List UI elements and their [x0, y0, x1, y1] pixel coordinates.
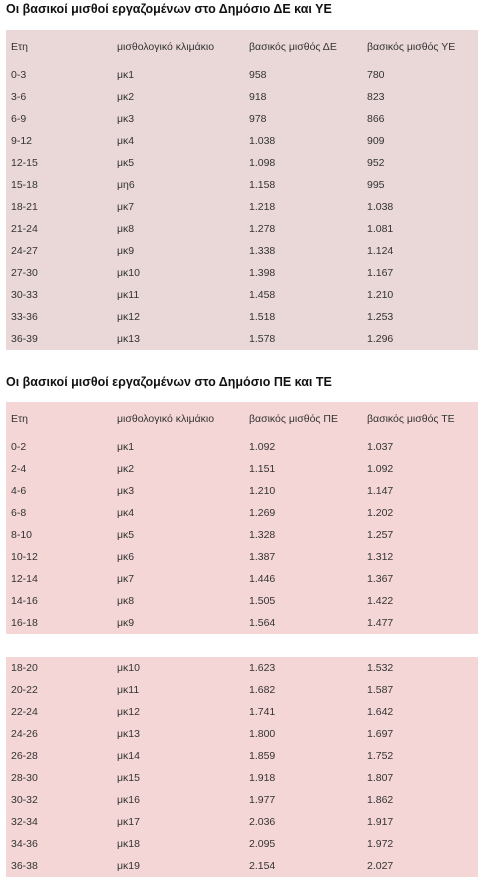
- section-de-ye-title: Οι βασικοί μισθοί εργαζομένων στο Δημόσιο ΔΕ και ΥΕ: [6, 2, 332, 16]
- cell-years: 32-34: [11, 816, 38, 828]
- table-row: [6, 767, 478, 789]
- cell-pay-grade: μκ15: [117, 772, 140, 784]
- cell-years: 28-30: [11, 772, 38, 784]
- cell-salary-b: 1.917: [367, 816, 394, 828]
- cell-years: 8-10: [11, 529, 33, 541]
- cell-pay-grade: μκ5: [117, 529, 135, 541]
- table-row: [6, 436, 478, 458]
- cell-salary-a: 1.623: [249, 662, 276, 674]
- table-row: [6, 502, 478, 524]
- table-row: [6, 679, 478, 701]
- cell-years: 4-6: [11, 485, 27, 497]
- cell-salary-b: 1.587: [367, 684, 394, 696]
- cell-salary-a: 1.505: [249, 595, 276, 607]
- cell-years: 20-22: [11, 684, 38, 696]
- cell-salary-b: 1.972: [367, 838, 394, 850]
- cell-salary-b: 952: [367, 157, 385, 169]
- header-salary-a: βασικός μισθός ΔΕ: [249, 41, 337, 53]
- cell-pay-grade: μκ2: [117, 463, 135, 475]
- cell-salary-b: 1.124: [367, 245, 394, 257]
- cell-years: 15-18: [11, 179, 38, 191]
- table-row: [6, 240, 478, 262]
- table-row: [6, 701, 478, 723]
- table-row: [6, 262, 478, 284]
- cell-pay-grade: μκ4: [117, 507, 135, 519]
- cell-salary-a: 1.859: [249, 750, 276, 762]
- cell-salary-a: 1.092: [249, 441, 276, 453]
- table-row: [6, 64, 478, 86]
- cell-years: 0-3: [11, 69, 27, 81]
- cell-salary-a: 1.578: [249, 333, 276, 345]
- cell-salary-a: 1.158: [249, 179, 276, 191]
- cell-salary-a: 1.269: [249, 507, 276, 519]
- salary-table-pe-te-continued: [6, 657, 478, 877]
- cell-years: 18-20: [11, 662, 38, 674]
- table-row: [6, 130, 478, 152]
- cell-pay-grade: μκ3: [117, 113, 135, 125]
- cell-years: 0-2: [11, 441, 27, 453]
- cell-salary-b: 1.167: [367, 267, 394, 279]
- cell-salary-a: 1.098: [249, 157, 276, 169]
- cell-pay-grade: μκ4: [117, 135, 135, 147]
- cell-pay-grade: μκ8: [117, 223, 135, 235]
- cell-salary-b: 1.037: [367, 441, 394, 453]
- table-row: [6, 811, 478, 833]
- cell-pay-grade: μκ11: [117, 289, 140, 301]
- cell-salary-a: 1.387: [249, 551, 276, 563]
- cell-years: 24-26: [11, 728, 38, 740]
- cell-salary-a: 1.038: [249, 135, 276, 147]
- table-row: [6, 524, 478, 546]
- cell-salary-b: 909: [367, 135, 385, 147]
- cell-salary-a: 1.518: [249, 311, 276, 323]
- cell-pay-grade: μκ13: [117, 333, 140, 345]
- cell-pay-grade: μκ3: [117, 485, 135, 497]
- header-pay-grade: μισθολογικό κλιμάκιο: [117, 41, 215, 53]
- cell-salary-b: 1.752: [367, 750, 394, 762]
- salary-table-de-ye: [6, 30, 478, 350]
- cell-salary-a: 2.036: [249, 816, 276, 828]
- cell-pay-grade: μκ17: [117, 816, 140, 828]
- table-row: [6, 306, 478, 328]
- cell-salary-b: 1.697: [367, 728, 394, 740]
- cell-salary-a: 1.918: [249, 772, 276, 784]
- cell-salary-a: 1.210: [249, 485, 276, 497]
- table-row: [6, 152, 478, 174]
- cell-years: 30-33: [11, 289, 38, 301]
- cell-years: 18-21: [11, 201, 38, 213]
- cell-salary-b: 866: [367, 113, 385, 125]
- table-row: [6, 480, 478, 502]
- salary-table-pe-te: [6, 402, 478, 634]
- table-header-row: [6, 402, 478, 436]
- cell-salary-a: 958: [249, 69, 267, 81]
- cell-salary-b: 1.367: [367, 573, 394, 585]
- cell-pay-grade: μκ6: [117, 551, 135, 563]
- cell-years: 36-39: [11, 333, 38, 345]
- cell-salary-b: 1.862: [367, 794, 394, 806]
- cell-salary-a: 2.154: [249, 860, 276, 872]
- header-years: Ετη: [11, 413, 28, 425]
- cell-pay-grade: μκ11: [117, 684, 140, 696]
- cell-salary-b: 1.257: [367, 529, 394, 541]
- cell-salary-b: 1.202: [367, 507, 394, 519]
- cell-years: 21-24: [11, 223, 38, 235]
- cell-pay-grade: μκ14: [117, 750, 140, 762]
- table-row: [6, 855, 478, 877]
- cell-salary-a: 1.458: [249, 289, 276, 301]
- cell-pay-grade: μκ16: [117, 794, 140, 806]
- cell-salary-a: 1.741: [249, 706, 276, 718]
- cell-salary-b: 1.296: [367, 333, 394, 345]
- header-salary-b: βασικός μισθός ΥΕ: [367, 41, 456, 53]
- cell-years: 26-28: [11, 750, 38, 762]
- cell-salary-a: 1.564: [249, 617, 276, 629]
- cell-salary-b: 1.210: [367, 289, 394, 301]
- cell-salary-a: 1.446: [249, 573, 276, 585]
- table-row: [6, 723, 478, 745]
- cell-salary-a: 1.218: [249, 201, 276, 213]
- cell-years: 2-4: [11, 463, 27, 475]
- cell-salary-b: 1.147: [367, 485, 394, 497]
- table-row: [6, 833, 478, 855]
- cell-salary-b: 1.477: [367, 617, 394, 629]
- header-salary-b: βασικός μισθός ΤΕ: [367, 413, 455, 425]
- table-row: [6, 745, 478, 767]
- cell-pay-grade: μκ1: [117, 69, 135, 81]
- cell-salary-a: 978: [249, 113, 267, 125]
- table-row: [6, 789, 478, 811]
- cell-years: 3-6: [11, 91, 27, 103]
- cell-years: 12-15: [11, 157, 38, 169]
- table-row: [6, 590, 478, 612]
- cell-salary-a: 1.338: [249, 245, 276, 257]
- cell-salary-b: 1.092: [367, 463, 394, 475]
- cell-pay-grade: μκ8: [117, 595, 135, 607]
- cell-pay-grade: μκ2: [117, 91, 135, 103]
- cell-years: 34-36: [11, 838, 38, 850]
- cell-pay-grade: μκ5: [117, 157, 135, 169]
- cell-salary-a: 1.278: [249, 223, 276, 235]
- cell-years: 6-8: [11, 507, 27, 519]
- table-row: [6, 568, 478, 590]
- table-row: [6, 218, 478, 240]
- cell-pay-grade: μκ13: [117, 728, 140, 740]
- cell-salary-b: 2.027: [367, 860, 394, 872]
- cell-pay-grade: μκ10: [117, 267, 140, 279]
- cell-salary-a: 1.328: [249, 529, 276, 541]
- cell-years: 33-36: [11, 311, 38, 323]
- cell-pay-grade: μκ1: [117, 441, 135, 453]
- table-header-row: [6, 30, 478, 64]
- cell-years: 22-24: [11, 706, 38, 718]
- cell-pay-grade: μκ18: [117, 838, 140, 850]
- cell-years: 16-18: [11, 617, 38, 629]
- cell-salary-b: 823: [367, 91, 385, 103]
- table-row: [6, 174, 478, 196]
- cell-years: 14-16: [11, 595, 38, 607]
- cell-salary-b: 995: [367, 179, 385, 191]
- cell-years: 12-14: [11, 573, 38, 585]
- cell-salary-b: 780: [367, 69, 385, 81]
- cell-salary-b: 1.312: [367, 551, 394, 563]
- cell-salary-b: 1.038: [367, 201, 394, 213]
- cell-salary-b: 1.807: [367, 772, 394, 784]
- cell-salary-b: 1.642: [367, 706, 394, 718]
- cell-years: 6-9: [11, 113, 27, 125]
- table-row: [6, 284, 478, 306]
- cell-salary-b: 1.532: [367, 662, 394, 674]
- cell-years: 10-12: [11, 551, 38, 563]
- cell-salary-a: 1.151: [249, 463, 276, 475]
- cell-pay-grade: μκ9: [117, 245, 135, 257]
- cell-pay-grade: μκ7: [117, 573, 135, 585]
- cell-salary-a: 918: [249, 91, 267, 103]
- cell-salary-a: 2.095: [249, 838, 276, 850]
- cell-salary-a: 1.682: [249, 684, 276, 696]
- cell-years: 30-32: [11, 794, 38, 806]
- header-years: Ετη: [11, 41, 28, 53]
- table-row: [6, 612, 478, 634]
- cell-pay-grade: μκ10: [117, 662, 140, 674]
- table-row: [6, 196, 478, 218]
- table-row: [6, 657, 478, 679]
- cell-salary-a: 1.800: [249, 728, 276, 740]
- cell-pay-grade: μκ12: [117, 311, 140, 323]
- cell-pay-grade: μη6: [117, 179, 135, 191]
- header-pay-grade: μισθολογικό κλιμάκιο: [117, 413, 215, 425]
- cell-salary-b: 1.253: [367, 311, 394, 323]
- cell-years: 36-38: [11, 860, 38, 872]
- table-row: [6, 546, 478, 568]
- table-row: [6, 108, 478, 130]
- cell-salary-a: 1.977: [249, 794, 276, 806]
- cell-pay-grade: μκ19: [117, 860, 140, 872]
- table-row: [6, 86, 478, 108]
- cell-pay-grade: μκ9: [117, 617, 135, 629]
- cell-years: 24-27: [11, 245, 38, 257]
- section-pe-te-title: Οι βασικοί μισθοί εργαζομένων στο Δημόσιο ΠΕ και ΤΕ: [6, 375, 332, 389]
- cell-pay-grade: μκ7: [117, 201, 135, 213]
- cell-years: 27-30: [11, 267, 38, 279]
- table-row: [6, 458, 478, 480]
- cell-salary-b: 1.422: [367, 595, 394, 607]
- header-salary-a: βασικός μισθός ΠΕ: [249, 413, 338, 425]
- cell-pay-grade: μκ12: [117, 706, 140, 718]
- cell-salary-a: 1.398: [249, 267, 276, 279]
- cell-years: 9-12: [11, 135, 33, 147]
- table-row: [6, 328, 478, 350]
- cell-salary-b: 1.081: [367, 223, 394, 235]
